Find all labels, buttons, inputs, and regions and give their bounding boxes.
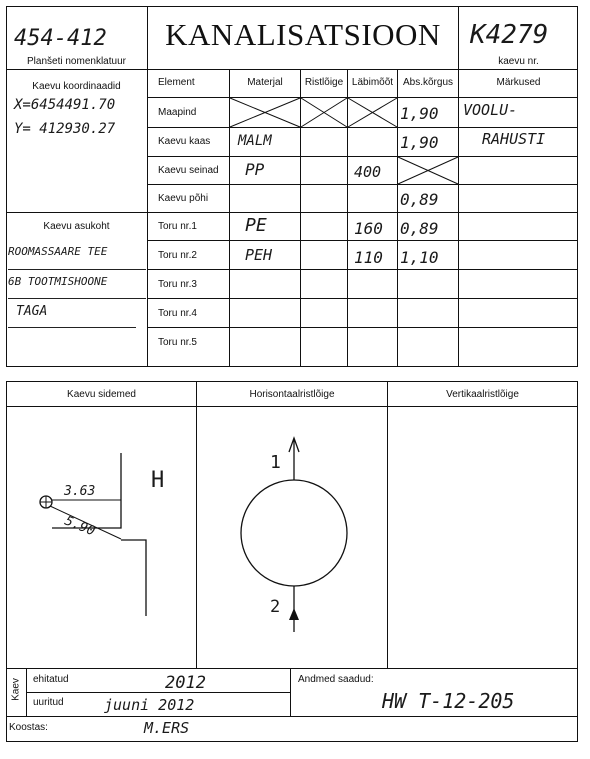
pipe-2-label: 2 [270,597,281,617]
row-material: PE [245,215,267,236]
row-element-maapind: Maapind [158,107,197,118]
built-value: 2012 [165,673,206,693]
row-element-toru-1: Toru nr.1 [158,221,197,232]
row-diameter: 400 [354,163,382,181]
data-source-value: HW T-12-205 [382,689,515,713]
coordinates-label: Kaevu koordinaadid [32,81,121,92]
col-header-materjal: Materjal [247,77,283,88]
coordinate-x: X=6454491.70 [14,97,116,113]
row-material: PEH [245,246,273,264]
pipe-1-label: 1 [270,452,281,473]
row-element-kaevu-pohi: Kaevu põhi [158,193,209,204]
col-header-labimoot: Läbimõõt [351,77,394,88]
row-element-kaevu-seinad: Kaevu seinad [158,165,219,176]
author-label: Koostas: [9,722,48,733]
row-element-toru-5: Toru nr.5 [158,337,197,348]
built-label: ehitatud [33,674,69,685]
row-element-toru-4: Toru nr.4 [158,308,197,319]
surveyed-label: uuritud [33,697,64,708]
author-value: M.ERS [144,719,190,737]
plansheet-label: Planšeti nomenklatuur [27,56,126,67]
row-abs: 1,90 [400,104,439,123]
row-material: PP [245,160,265,179]
row-element-toru-3: Toru nr.3 [158,279,197,290]
coordinate-y: Y= 412930.27 [14,121,116,137]
row-note: RAHUSTI [482,130,546,148]
location-label: Kaevu asukoht [43,221,110,232]
row-abs: 0,89 [400,219,439,238]
panel-label-sidemed: Kaevu sidemed [67,389,136,400]
col-header-ristloige: Ristlõige [304,77,344,88]
row-diameter: 160 [354,219,383,238]
well-side-label: Kaev [10,678,22,701]
col-header-abs-korgus: Abs.kõrgus [402,77,454,88]
location-line: ROOMASSAARE TEE [8,241,146,270]
page-title: KANALISATSIOON [165,17,441,52]
panel-label-horisontaal: Horisontaalristlõige [249,389,335,400]
row-diameter: 110 [354,248,383,267]
location-line: 6B TOOTMISHOONE [8,270,146,299]
col-header-markused: Märkused [496,77,541,88]
data-source-label: Andmed saadud: [298,674,374,685]
col-header-element: Element [158,77,195,88]
well-number-value: K4279 [470,20,549,50]
panel-label-vertikaal: Vertikaalristlõige [446,389,519,400]
tie-distance-2: 5.90 [62,513,97,540]
row-element-toru-2: Toru nr.2 [158,250,197,261]
row-element-kaevu-kaas: Kaevu kaas [158,136,211,147]
well-number-label: kaevu nr. [498,56,539,67]
tie-letter: H [151,468,165,493]
row-abs: 1,90 [400,133,439,152]
row-note: VOOLU- [463,101,518,119]
location-line: TAGA [8,299,136,328]
tie-distance-1: 3.63 [64,484,96,499]
surveyed-value: juuni 2012 [104,696,195,714]
row-abs: 1,10 [400,248,439,267]
row-material: MALM [238,133,272,149]
plansheet-value: 454-412 [14,26,107,51]
row-abs: 0,89 [400,190,439,209]
